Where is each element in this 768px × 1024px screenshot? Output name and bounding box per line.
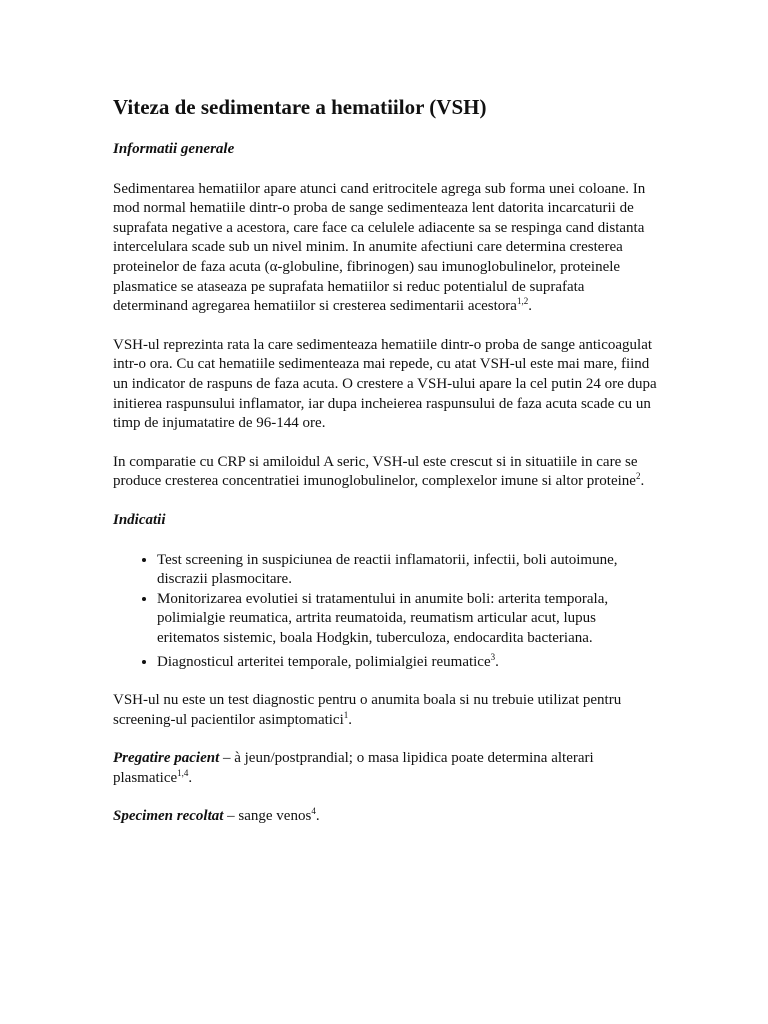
reference-marker: 1,4: [177, 767, 189, 778]
patient-prep-label: Pregatire pacient: [113, 750, 220, 767]
paragraph-vsh-definition: VSH-ul reprezinta rata la care sedimenteaza hematiile dintr-o proba de sange anticoagulat intr-o ora. Cu cat hematiile sedimenteaza mai repede, cu atat VSH-ul este mai mare, fiind un indicator de raspuns de faza acuta. O crestere a VSH-ului apare la cel putin 24 ore dupa initierea raspunsului inflamator, iar dupa incheierea raspunsului de faza acuta scade cu un timp de injumatatire de 96-144 ore.: [113, 336, 657, 432]
paragraph-diagnostic-note: [113, 691, 658, 730]
reference-marker: 1,2: [516, 296, 529, 307]
paragraph-patient-prep: [113, 749, 658, 788]
specimen-label: Specimen recoltat: [113, 808, 224, 825]
indications-list: [113, 551, 658, 674]
paragraph-sedimentation-text: Sedimentarea hematiilor apare atunci cand eritrocitele agrega sub forma unei coloane. In mod normal hematiile dintr-o proba de sange sedimenteaza lent datorita incarcaturii de suprafata negative a acestora, care face ca celulele adiacente sa se respinga cand distanta intercelulara scade sub un nivel minim. In anumite afectiuni care determina cresterea proteinelor de faza acuta (α-globuline, fibrinogen) sau imunoglobulinelor, proteinele plasmatice se ataseaza pe suprafata hematiilor si reduc potentialul de suprafata determinand agregarea hematiilor si cresterea sedimentarii acestora: [113, 180, 646, 315]
section-heading-indications: Indicatii: [113, 511, 166, 528]
specimen-text: – sange venos: [223, 808, 312, 825]
paragraph-specimen: [113, 807, 658, 827]
paragraph-diagnostic-note-text: VSH-ul nu este un test diagnostic pentru o anumita boala si nu trebuie utilizat pentru screening-ul pacientilor asimptomatici: [113, 692, 622, 728]
sentence-end: .: [188, 769, 193, 786]
sentence-end: .: [348, 711, 353, 728]
reference-marker: 4: [311, 806, 316, 817]
paragraph-comparison: [113, 453, 658, 492]
sentence-end: .: [495, 654, 499, 671]
paragraph-comparison-text: In comparatie cu CRP si amiloidul A seric, VSH-ul este crescut si in situatiile in care se produce cresterea concentratiei imunoglobulinelor, complexelor imune si altor proteine: [113, 453, 638, 490]
list-item-text: Diagnosticul arteritei temporale, polimialgiei reumatice: [157, 654, 491, 671]
patient-prep-text: – à jeun/postprandial; o masa lipidica poate determina alterari plasmatice: [113, 750, 594, 786]
section-heading-general: Informatii generale: [113, 141, 235, 157]
list-item: [157, 653, 658, 673]
reference-marker: 3: [490, 652, 496, 663]
document-title: Viteza de sedimentare a hematiilor (VSH): [113, 95, 487, 119]
list-item: • Test screening in suspiciunea de reactii inflamatorii, infectii, boli autoimune, discrazii plasmocitare.: [157, 551, 658, 590]
document-page: [113, 94, 658, 846]
sentence-end: .: [315, 808, 320, 825]
list-item: • Monitorizarea evolutiei si tratamentului in anumite boli: arterita temporala, polimialgie reumatica, artrita reumatoida, reumatism articular acut, lupus eritematos sistemic, boala Hodgkin, tuberculoza, endocardita bacteriana.: [157, 590, 658, 649]
reference-marker: 2: [635, 471, 641, 482]
paragraph-sedimentation: [113, 180, 658, 317]
sentence-end: .: [528, 298, 532, 315]
sentence-end: .: [640, 473, 645, 490]
reference-marker: 1: [343, 709, 349, 720]
